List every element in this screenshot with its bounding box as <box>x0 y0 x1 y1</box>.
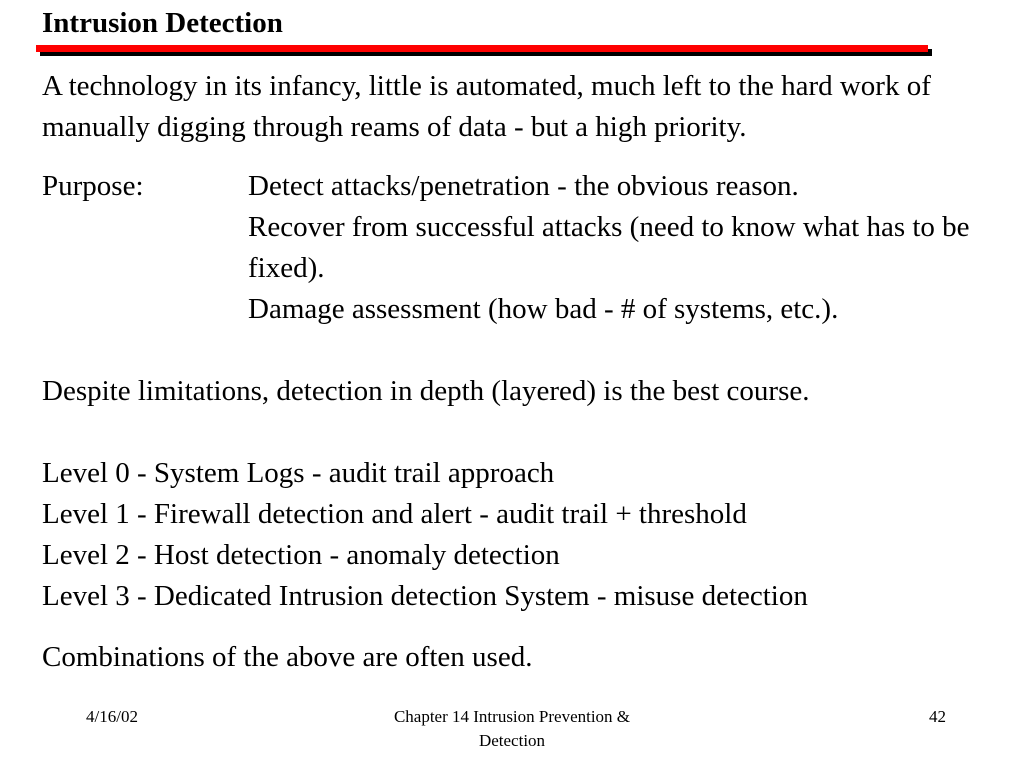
footer-date: 4/16/02 <box>86 707 138 726</box>
title-rule <box>36 45 928 52</box>
purpose-block <box>42 166 1002 330</box>
intro-paragraph: A technology in its infancy, little is automated, much left to the hard work of manually digging through reams of data - but a high priority. <box>42 70 931 143</box>
level-line: Level 0 - System Logs - audit trail approach <box>42 457 555 489</box>
spacer <box>42 330 1002 371</box>
slide-body <box>42 66 1002 678</box>
level-line: Level 3 - Dedicated Intrusion detection System - misuse detection <box>42 580 808 612</box>
purpose-item: Damage assessment (how bad - # of systems, etc.). <box>248 293 839 325</box>
purpose-item: Detect attacks/penetration - the obvious reason. <box>248 170 799 202</box>
combinations-paragraph: Combinations of the above are often used. <box>42 641 533 673</box>
despite-paragraph: Despite limitations, detection in depth (layered) is the best course. <box>42 375 810 407</box>
purpose-list <box>248 166 1002 330</box>
spacer <box>42 412 1002 453</box>
footer-page-number: 42 <box>929 707 946 726</box>
purpose-label: Purpose: <box>42 170 144 202</box>
level-line: Level 2 - Host detection - anomaly detection <box>42 539 560 571</box>
footer-chapter: Chapter 14 Intrusion Prevention & Detection <box>393 707 631 750</box>
purpose-item: Recover from successful attacks (need to know what has to be fixed). <box>248 211 970 284</box>
level-line: Level 1 - Firewall detection and alert - audit trail + threshold <box>42 498 747 530</box>
slide-title: Intrusion Detection <box>42 7 283 39</box>
